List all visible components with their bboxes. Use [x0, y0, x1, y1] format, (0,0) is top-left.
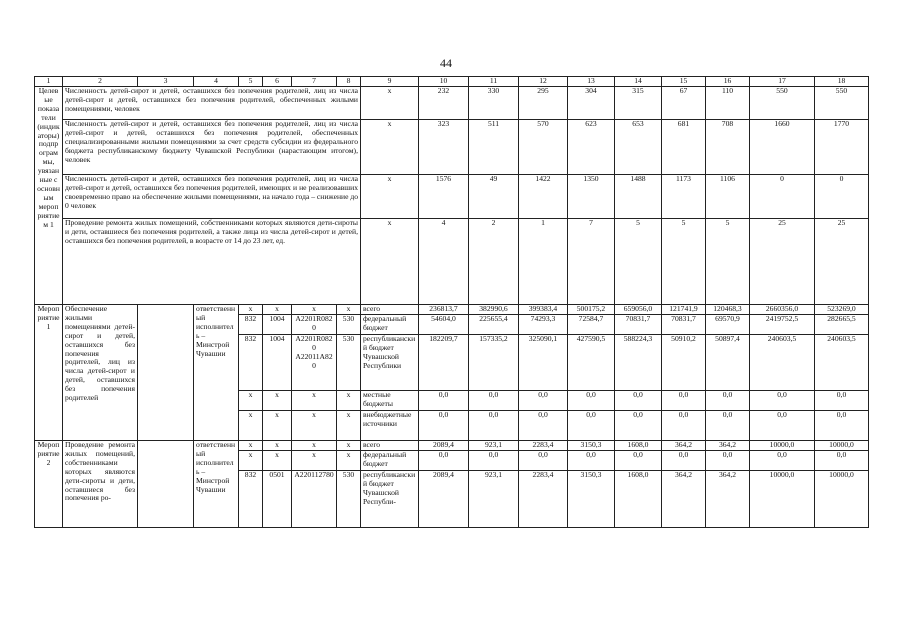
funding-value: 0,0 — [469, 391, 519, 411]
indicator-value: 0 — [815, 175, 869, 219]
funding-value: 2283,4 — [519, 441, 568, 451]
indicator-value: 1173 — [662, 175, 706, 219]
funding-value: 0,0 — [568, 411, 615, 441]
header-row — [35, 77, 869, 87]
section-code: x — [263, 451, 292, 471]
indicator-value: 304 — [568, 87, 615, 120]
grbs-code: x — [239, 305, 263, 315]
indicator-value: 67 — [662, 87, 706, 120]
funding-value: 0,0 — [815, 451, 869, 471]
funding-value: 0,0 — [662, 411, 706, 441]
expense-type-code: 530 — [337, 315, 361, 335]
funding-value: 923,1 — [469, 471, 519, 528]
header-cell: 13 — [568, 77, 615, 87]
measure-label: Мероприятие 2 — [35, 441, 63, 528]
indicator-value: 5 — [615, 219, 662, 305]
funding-value: 0,0 — [615, 451, 662, 471]
expense-type-code: 530 — [337, 471, 361, 528]
indicator-row — [35, 120, 869, 175]
indicator-row — [35, 175, 869, 219]
funding-source: внебюджетные источники — [361, 411, 419, 441]
indicator-value: 5 — [662, 219, 706, 305]
section-code: x — [263, 305, 292, 315]
funding-source: всего — [361, 305, 419, 315]
funding-value: 325090,1 — [519, 335, 568, 391]
funding-value: 10000,0 — [815, 471, 869, 528]
funding-value: 70831,7 — [662, 315, 706, 335]
funding-value: 0,0 — [519, 391, 568, 411]
measure-executor: ответственный исполнитель – Минстрой Чувашии — [194, 441, 239, 528]
funding-value: 399383,4 — [519, 305, 568, 315]
target-article-code: x — [292, 391, 337, 411]
funding-value: 0,0 — [568, 451, 615, 471]
target-article-code: А220112780 — [292, 471, 337, 528]
header-cell: 4 — [194, 77, 239, 87]
indicator-value: 25 — [750, 219, 815, 305]
funding-source: федеральный бюджет — [361, 315, 419, 335]
funding-value: 500175,2 — [568, 305, 615, 315]
funding-value: 0,0 — [469, 411, 519, 441]
funding-source: республиканский бюджет Чувашской Республи- — [361, 471, 419, 528]
header-cell: 8 — [337, 77, 361, 87]
funding-value: 0,0 — [615, 411, 662, 441]
funding-value: 182209,7 — [419, 335, 469, 391]
funding-value: 0,0 — [519, 411, 568, 441]
funding-value: 157335,2 — [469, 335, 519, 391]
header-cell: 14 — [615, 77, 662, 87]
funding-value: 121741,9 — [662, 305, 706, 315]
target-article-code: А2201R0820 — [292, 315, 337, 335]
indicator-value: 1 — [519, 219, 568, 305]
header-cell: 5 — [239, 77, 263, 87]
indicator-value: 232 — [419, 87, 469, 120]
funding-value: 0,0 — [419, 391, 469, 411]
funding-source: местные бюджеты — [361, 391, 419, 411]
expense-type-code: x — [337, 305, 361, 315]
target-article-code: x — [292, 441, 337, 451]
grbs-code: x — [239, 441, 263, 451]
indicator-value: 1350 — [568, 175, 615, 219]
funding-value: 70831,7 — [615, 315, 662, 335]
funding-value: 10000,0 — [750, 441, 815, 451]
funding-value: 523269,0 — [815, 305, 869, 315]
measure-row — [35, 305, 869, 315]
header-cell: 17 — [750, 77, 815, 87]
funding-value: 72584,7 — [568, 315, 615, 335]
indicator-value: 295 — [519, 87, 568, 120]
measure-row — [35, 441, 869, 451]
grbs-code: 832 — [239, 335, 263, 391]
funding-value: 10000,0 — [750, 471, 815, 528]
funding-source: федеральный бюджет — [361, 451, 419, 471]
indicator-value: 550 — [815, 87, 869, 120]
target-article-code: А2201R0820 А22011А820 — [292, 335, 337, 391]
funding-source: всего — [361, 441, 419, 451]
expense-type-code: x — [337, 441, 361, 451]
header-cell: 3 — [138, 77, 194, 87]
funding-value: 10000,0 — [815, 441, 869, 451]
header-cell: 16 — [706, 77, 750, 87]
indicator-value: 570 — [519, 120, 568, 175]
targets-label: Целевые показатели (индикаторы) подпрограммы, увязанные с основным мероприятием 1 — [35, 87, 63, 305]
funding-value: 74293,3 — [519, 315, 568, 335]
funding-value: 364,2 — [662, 471, 706, 528]
indicator-col9: x — [361, 175, 419, 219]
funding-value: 50910,2 — [662, 335, 706, 391]
indicator-value: 1488 — [615, 175, 662, 219]
funding-value: 0,0 — [706, 451, 750, 471]
indicator-value: 49 — [469, 175, 519, 219]
funding-value: 2283,4 — [519, 471, 568, 528]
funding-value: 0,0 — [815, 411, 869, 441]
indicator-text: Численность детей-сирот и детей, оставшихся без попечения родителей, лиц из числа детей-сирот и детей, оставшихся без попечения родителей, имеющих и не реализовавших своевременно право на обеспечение жилыми помещениями, на начало года – снижение до 0 человек — [63, 175, 361, 219]
funding-value: 0,0 — [419, 451, 469, 471]
indicator-value: 653 — [615, 120, 662, 175]
funding-value: 0,0 — [706, 411, 750, 441]
expense-type-code: x — [337, 411, 361, 441]
measure-name: Обеспечение жилыми помещениями детей-сирот и детей, оставшихся без попечения родителей, лиц из числа детей-сирот и детей, оставшихся без попечения родителей — [63, 305, 138, 441]
target-article-code: x — [292, 411, 337, 441]
indicator-value: 330 — [469, 87, 519, 120]
indicator-row — [35, 219, 869, 305]
header-cell: 6 — [263, 77, 292, 87]
section-code: x — [263, 391, 292, 411]
indicator-col9: x — [361, 87, 419, 120]
funding-value: 364,2 — [706, 471, 750, 528]
funding-value: 2089,4 — [419, 471, 469, 528]
page-number: 44 — [440, 56, 452, 70]
indicator-value: 7 — [568, 219, 615, 305]
indicator-value: 5 — [706, 219, 750, 305]
section-code: 0501 — [263, 471, 292, 528]
indicator-value: 25 — [815, 219, 869, 305]
indicator-value: 681 — [662, 120, 706, 175]
funding-value: 427590,5 — [568, 335, 615, 391]
grbs-code: x — [239, 411, 263, 441]
funding-value: 0,0 — [662, 391, 706, 411]
indicator-value: 623 — [568, 120, 615, 175]
funding-value: 3150,3 — [568, 471, 615, 528]
indicator-value: 110 — [706, 87, 750, 120]
indicator-value: 550 — [750, 87, 815, 120]
indicator-value: 1106 — [706, 175, 750, 219]
measure-label: Мероприятие 1 — [35, 305, 63, 441]
indicator-col9: x — [361, 120, 419, 175]
header-cell: 11 — [469, 77, 519, 87]
funding-value: 0,0 — [706, 391, 750, 411]
funding-value: 0,0 — [750, 411, 815, 441]
funding-value: 0,0 — [815, 391, 869, 411]
funding-value: 588224,3 — [615, 335, 662, 391]
funding-value: 120468,3 — [706, 305, 750, 315]
indicator-value: 0 — [750, 175, 815, 219]
funding-value: 0,0 — [519, 451, 568, 471]
indicator-value: 315 — [615, 87, 662, 120]
header-cell: 7 — [292, 77, 337, 87]
grbs-code: 832 — [239, 315, 263, 335]
indicator-value: 511 — [469, 120, 519, 175]
funding-value: 2419752,5 — [750, 315, 815, 335]
funding-value: 382990,6 — [469, 305, 519, 315]
funding-value: 240603,5 — [750, 335, 815, 391]
indicator-row — [35, 87, 869, 120]
section-code: x — [263, 411, 292, 441]
header-cell: 9 — [361, 77, 419, 87]
target-article-code: x — [292, 451, 337, 471]
funding-value: 236813,7 — [419, 305, 469, 315]
funding-value: 0,0 — [469, 451, 519, 471]
target-article-code: x — [292, 305, 337, 315]
indicator-value: 1770 — [815, 120, 869, 175]
funding-value: 1608,0 — [615, 471, 662, 528]
budget-table — [34, 76, 869, 528]
header-cell: 10 — [419, 77, 469, 87]
indicator-text: Численность детей-сирот и детей, оставшихся без попечения родителей, лиц из числа детей-сирот и детей, оставшихся без попечения родителей, обеспеченных специализированными жилыми помещениями за счет средств субсидии из федерального бюджета республиканскому бюджету Чувашской Республики (нарастающим итогом), человек — [63, 120, 361, 175]
header-cell: 1 — [35, 77, 63, 87]
funding-value: 0,0 — [568, 391, 615, 411]
indicator-value: 708 — [706, 120, 750, 175]
funding-value: 0,0 — [419, 411, 469, 441]
funding-value: 282665,5 — [815, 315, 869, 335]
funding-value: 240603,5 — [815, 335, 869, 391]
header-cell: 18 — [815, 77, 869, 87]
funding-value: 0,0 — [750, 391, 815, 411]
indicator-value: 1576 — [419, 175, 469, 219]
funding-value: 923,1 — [469, 441, 519, 451]
funding-value: 0,0 — [615, 391, 662, 411]
indicator-value: 2 — [469, 219, 519, 305]
measure-executor: ответственный исполнитель – Минстрой Чувашии — [194, 305, 239, 441]
funding-value: 2089,4 — [419, 441, 469, 451]
header-cell: 15 — [662, 77, 706, 87]
header-cell: 2 — [63, 77, 138, 87]
section-code: x — [263, 441, 292, 451]
indicator-text: Численность детей-сирот и детей, оставшихся без попечения родителей, лиц из числа детей-сирот и детей, оставшихся без попечения родителей, обеспеченных жилыми помещениями, человек — [63, 87, 361, 120]
indicator-value: 1660 — [750, 120, 815, 175]
grbs-code: x — [239, 391, 263, 411]
expense-type-code: x — [337, 391, 361, 411]
funding-value: 364,2 — [662, 441, 706, 451]
indicator-value: 4 — [419, 219, 469, 305]
grbs-code: x — [239, 451, 263, 471]
empty-cell — [138, 305, 194, 441]
funding-value: 50897,4 — [706, 335, 750, 391]
funding-value: 3150,3 — [568, 441, 615, 451]
funding-value: 364,2 — [706, 441, 750, 451]
funding-value: 54604,0 — [419, 315, 469, 335]
funding-value: 0,0 — [750, 451, 815, 471]
indicator-col9: x — [361, 219, 419, 305]
indicator-value: 1422 — [519, 175, 568, 219]
section-code: 1004 — [263, 315, 292, 335]
funding-value: 1608,0 — [615, 441, 662, 451]
expense-type-code: 530 — [337, 335, 361, 391]
funding-value: 0,0 — [662, 451, 706, 471]
funding-value: 659056,0 — [615, 305, 662, 315]
indicator-text: Проведение ремонта жилых помещений, собственниками которых являются дети-сироты и дети, оставшиеся без попечения родителей, а также лица из числа детей-сирот и детей, оставшихся без попечения родителей, в возрасте от 14 до 23 лет, ед. — [63, 219, 361, 305]
empty-cell — [138, 441, 194, 528]
funding-value: 225655,4 — [469, 315, 519, 335]
measure-name: Проведение ремонта жилых помещений, собственниками которых являются дети-сироты и дети, оставшиеся без попечения ро- — [63, 441, 138, 528]
funding-source: республиканский бюджет Чувашской Республики — [361, 335, 419, 391]
funding-value: 69570,9 — [706, 315, 750, 335]
expense-type-code: x — [337, 451, 361, 471]
header-cell: 12 — [519, 77, 568, 87]
section-code: 1004 — [263, 335, 292, 391]
funding-value: 2660356,0 — [750, 305, 815, 315]
grbs-code: 832 — [239, 471, 263, 528]
indicator-value: 323 — [419, 120, 469, 175]
